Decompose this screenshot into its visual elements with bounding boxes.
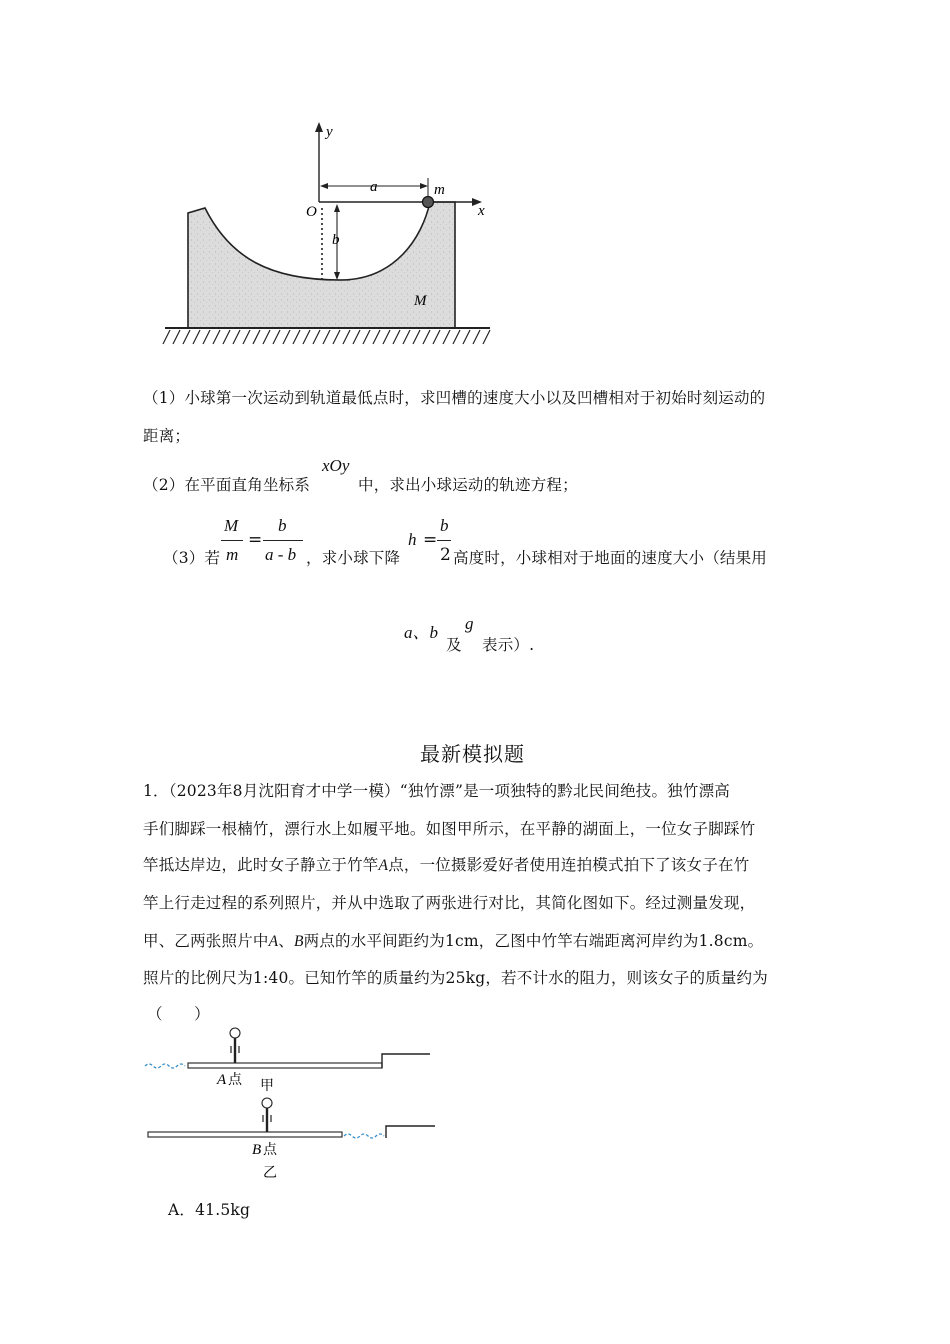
groove-figure xyxy=(160,118,500,354)
bamboo-figure xyxy=(140,1020,440,1185)
M-label: M xyxy=(414,293,427,309)
bamboo-pole-jia xyxy=(188,1063,382,1068)
section-title: 最新模拟题 xyxy=(420,742,525,766)
problem1-line6: 照片的比例尺为1:40。已知竹竿的质量约为25kg，若不计水的阻力，则该女子的质量约为 xyxy=(143,969,768,987)
q3-line2-and: 及 xyxy=(446,636,462,654)
q3-post: 高度时，小球相对于地面的速度大小（结果用 xyxy=(453,549,768,567)
q3-line2-g: g xyxy=(465,614,474,633)
m-label: m xyxy=(434,182,445,198)
q3-pre: （3）若 xyxy=(163,549,221,567)
a-label: a xyxy=(370,179,378,195)
bamboo-pole-yi xyxy=(148,1132,342,1137)
q2-symbol: xOy xyxy=(322,456,350,475)
y-axis-label: y xyxy=(326,124,333,140)
q3-frac1-num: M xyxy=(224,516,239,535)
ground-hatching xyxy=(163,330,490,344)
b-label: b xyxy=(332,232,340,248)
label-a-var: A xyxy=(217,1072,227,1088)
q3-frac1-bar xyxy=(221,540,243,541)
q2-post: 中，求出小球运动的轨迹方程； xyxy=(358,476,578,494)
y-axis-arrow xyxy=(315,122,323,132)
problem1-line4: 竿上行走过程的系列照片，并从中选取了两张进行对比，其简化图如下。经过测量发现， xyxy=(143,894,756,912)
label-jia: 甲 xyxy=(260,1078,274,1094)
problem1-line1: 1．（2023年8月沈阳育才中学一模）“独竹漂”是一项独特的黔北民间绝技。独竹漂高 xyxy=(143,782,730,800)
problem1-line3: 竿抵达岸边，此时女子静立于竹竿A点，一位摄影爱好者使用连拍模式拍下了该女子在竹 xyxy=(143,856,750,874)
riverbank-jia xyxy=(382,1054,430,1068)
q3-line2-end: 表示）. xyxy=(482,636,535,654)
q3-mid: ，求小球下降 xyxy=(306,549,401,567)
q3-frac1-den: m xyxy=(226,545,239,564)
option-a[interactable]: A．41.5kg xyxy=(168,1201,251,1219)
q2-pre: （2）在平面直角坐标系 xyxy=(143,476,311,494)
water-wave-yi xyxy=(344,1134,384,1138)
label-a-text: 点 xyxy=(228,1072,242,1088)
q3-frac3-num: b xyxy=(440,516,449,535)
q3-h: h xyxy=(408,530,417,549)
origin-label: O xyxy=(306,204,317,220)
water-wave-jia xyxy=(145,1064,185,1068)
label-yi: 乙 xyxy=(263,1165,277,1181)
riverbank-yi xyxy=(386,1126,435,1138)
problem1-line7: （ ） xyxy=(147,1005,210,1023)
q1-line2: 距离； xyxy=(143,427,191,445)
label-b-text: 点 xyxy=(263,1142,277,1158)
q3-equals: = xyxy=(248,530,263,550)
person-jia xyxy=(230,1028,240,1063)
person-yi xyxy=(262,1098,272,1132)
label-b-var: B xyxy=(252,1142,262,1158)
q3-frac2-num: b xyxy=(278,516,287,535)
q1-line1: （1）小球第一次运动到轨道最低点时，求凹槽的速度大小以及凹槽相对于初始时刻运动的 xyxy=(143,389,766,407)
q3-frac2-den: a - b xyxy=(265,545,297,564)
x-axis-label: x xyxy=(478,203,485,219)
q3-frac2-bar xyxy=(263,540,303,541)
q3-frac3-bar xyxy=(437,540,451,541)
q3-frac3-den: 2 xyxy=(440,545,451,565)
q3-line2-vars: a、b xyxy=(404,623,438,642)
problem1-line2: 手们脚踩一根楠竹，漂行水上如履平地。如图甲所示，在平静的湖面上，一位女子脚踩竹 xyxy=(143,820,756,838)
ball xyxy=(423,197,434,208)
problem1-line5: 甲、乙两张照片中A、B两点的水平间距约为1cm，乙图中竹竿右端距离河岸约为1.8cm。 xyxy=(143,932,764,950)
q3-equals-2: = xyxy=(423,530,438,550)
